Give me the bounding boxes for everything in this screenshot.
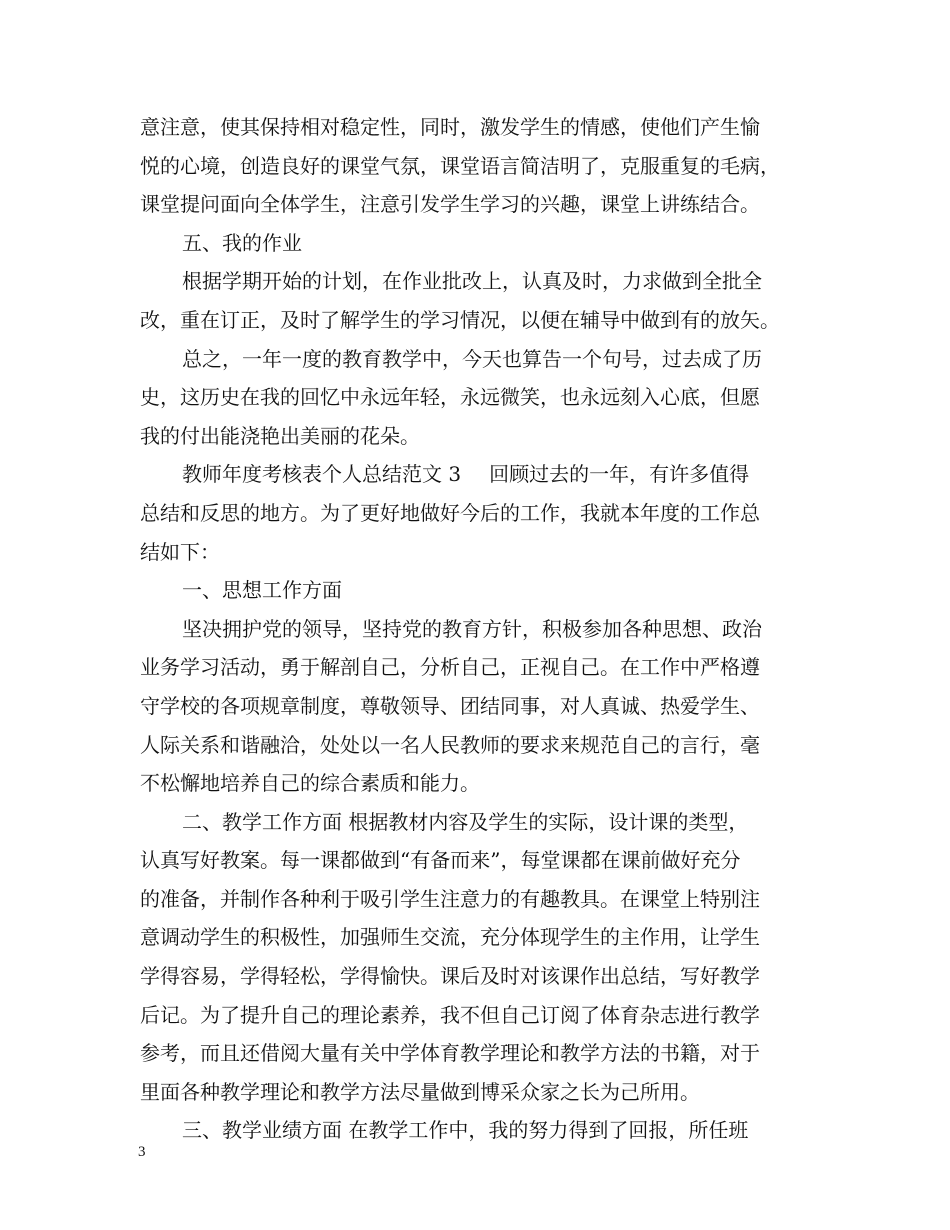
text-line — [140, 957, 815, 996]
text-line — [140, 262, 815, 301]
line-text: 结如下： — [140, 539, 220, 564]
line-text: 认真写好教案。每一课都做到“有备而来”，每堂课都在课前做好充分 — [140, 848, 741, 873]
line-text: 课堂提问面向全体学生，注意引发学生学习的兴趣，课堂上讲练结合。 — [140, 192, 760, 217]
text-line — [140, 687, 815, 726]
line-text: 改，重在订正，及时了解学生的学习情况，以便在辅导中做到有的放矢。 — [140, 307, 780, 332]
text-line — [140, 1073, 815, 1112]
line-text: 里面各种教学理论和教学方法尽量做到博采众家之长为己所用。 — [140, 1079, 700, 1104]
text-line — [140, 918, 815, 957]
text-line — [140, 108, 815, 147]
text-line — [140, 996, 815, 1035]
text-line — [140, 340, 815, 379]
line-text: 的准备，并制作各种利于吸引学生注意力的有趣教具。在课堂上特别注 — [140, 886, 760, 911]
line-text: 意注意，使其保持相对稳定性，同时，激发学生的情感，使他们产生愉 — [140, 115, 760, 139]
line-text: 人际关系和谐融洽，处处以一名人民教师的要求来规范自己的言行，毫 — [140, 732, 760, 757]
text-line — [140, 841, 815, 880]
line-text: 总结和反思的地方。为了更好地做好今后的工作，我就本年度的工作总 — [140, 500, 760, 525]
text-line — [140, 378, 815, 417]
text-line — [140, 494, 815, 533]
body-text — [140, 108, 815, 1150]
text-line — [140, 726, 815, 765]
line-text: 坚决拥护党的领导，坚持党的教育方针，积极参加各种思想、政治 — [182, 616, 762, 641]
text-line — [140, 1111, 815, 1150]
text-line — [140, 764, 815, 803]
line-text: 三、教学业绩方面 在教学工作中，我的努力得到了回报，所任班 — [182, 1118, 749, 1143]
line-text: 我的付出能浇艳出美丽的花朵。 — [140, 423, 420, 448]
text-line — [140, 185, 815, 224]
text-line — [140, 803, 815, 842]
text-line — [140, 147, 815, 186]
page-number: 3 — [138, 1144, 146, 1160]
line-text: 后记。为了提升自己的理论素养，我不但自己订阅了体育杂志进行教学 — [140, 1002, 760, 1027]
text-line — [140, 880, 815, 919]
line-text: 不松懈地培养自己的综合素质和能力。 — [140, 771, 480, 796]
section-heading — [140, 224, 815, 263]
text-line — [140, 417, 815, 456]
text-line — [140, 455, 815, 494]
text-line — [140, 610, 815, 649]
line-text: 二、教学工作方面 根据教材内容及学生的实际，设计课的类型， — [182, 809, 749, 834]
text-line — [140, 301, 815, 340]
heading-text: 五、我的作业 — [182, 230, 302, 255]
line-text: 意调动学生的积极性，加强师生交流，充分体现学生的主作用，让学生 — [140, 925, 760, 950]
section-heading — [140, 571, 815, 610]
text-line — [140, 533, 815, 572]
text-line — [140, 1034, 815, 1073]
line-text: 业务学习活动，勇于解剖自己，分析自己，正视自己。在工作中严格遵 — [140, 655, 760, 680]
line-text: 根据学期开始的计划，在作业批改上，认真及时，力求做到全批全 — [182, 269, 762, 294]
line-text: 学得容易，学得轻松，学得愉快。课后及时对该课作出总结，写好教学 — [140, 964, 760, 989]
article-title: 教师年度考核表个人总结范文 3 — [182, 462, 462, 487]
line-text: 参考，而且还借阅大量有关中学体育教学理论和教学方法的书籍，对于 — [140, 1041, 760, 1066]
line-text: 回顾过去的一年，有许多值得 — [489, 462, 750, 487]
line-text: 总之，一年一度的教育教学中，今天也算告一个句号，过去成了历 — [182, 346, 762, 371]
line-text: 悦的心境，创造良好的课堂气氛，课堂语言简洁明了，克服重复的毛病， — [140, 153, 780, 178]
text-line — [140, 648, 815, 687]
line-text: 守学校的各项规章制度，尊敬领导、团结同事，对人真诚、热爱学生、 — [140, 693, 760, 718]
heading-text: 一、思想工作方面 — [182, 578, 342, 603]
line-text: 史，这历史在我的回忆中永远年轻，永远微笑，也永远刻入心底，但愿 — [140, 385, 760, 410]
